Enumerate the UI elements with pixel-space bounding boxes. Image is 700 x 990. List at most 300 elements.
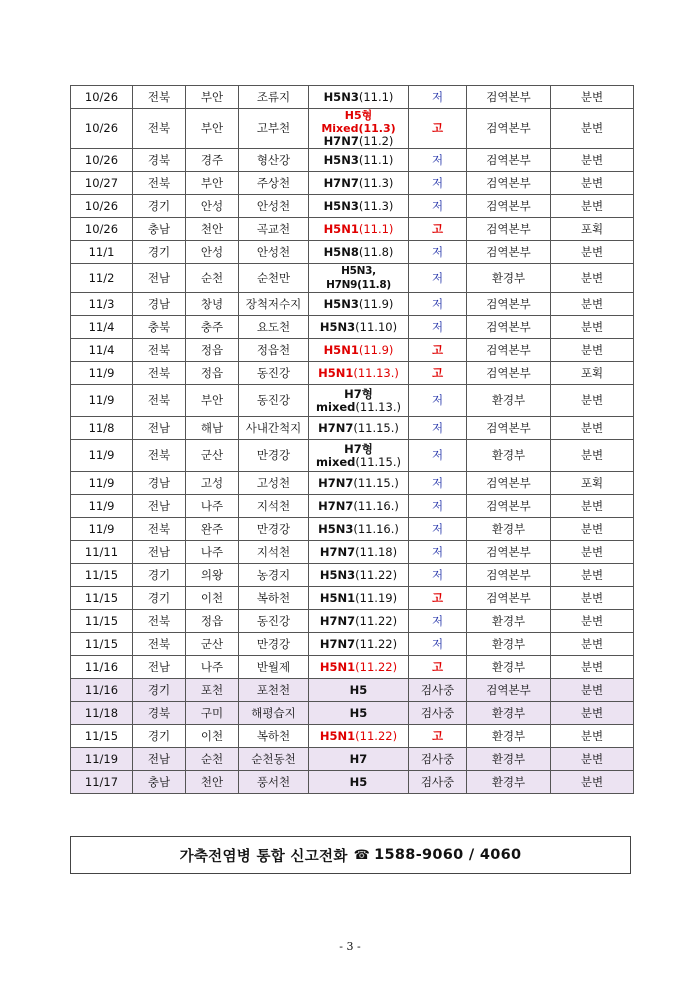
subtype-part: (11.9)	[358, 296, 394, 311]
cell-site-text: 지석천	[256, 498, 291, 513]
cell-site	[239, 417, 309, 440]
cell-sample-type-text: 분변	[580, 567, 604, 582]
cell-risk-grade	[409, 633, 467, 656]
cell-city	[186, 172, 239, 195]
cell-city-text: 포천	[200, 682, 224, 697]
cell-city-text: 천안	[200, 774, 224, 789]
cell-province-text: 전남	[147, 420, 171, 435]
cell-risk-grade	[409, 440, 467, 472]
cell-risk-grade-text: 검사중	[420, 751, 455, 766]
cell-agency	[467, 564, 551, 587]
subtype-part: H5N3	[323, 89, 359, 104]
cell-agency-text: 검역본부	[486, 198, 531, 213]
cell-date	[71, 149, 133, 172]
subtype-part: mixed	[316, 399, 356, 414]
cell-sample-type	[551, 316, 634, 339]
subtype-part: (11.22)	[355, 728, 398, 743]
cell-sample-type-text: 분변	[580, 175, 604, 190]
cell-date	[71, 472, 133, 495]
cell-province	[133, 195, 186, 218]
cell-city	[186, 264, 239, 293]
cell-site-text: 순천동천	[251, 751, 296, 766]
cell-sample-type-text: 분변	[580, 590, 604, 605]
cell-sample-type	[551, 518, 634, 541]
cell-date	[71, 109, 133, 149]
cell-date	[71, 440, 133, 472]
subtype-part: H7형	[344, 441, 373, 456]
cell-sample-type	[551, 679, 634, 702]
cell-risk-grade-text: 저	[431, 448, 444, 462]
cell-agency-text: 검역본부	[486, 121, 531, 135]
cell-city	[186, 725, 239, 748]
cell-subtype	[309, 771, 409, 794]
cell-agency-text: 환경부	[491, 636, 526, 651]
cell-agency-text: 검역본부	[486, 420, 531, 435]
cell-agency-text: 검역본부	[486, 221, 531, 236]
cell-province-text: 전북	[147, 342, 171, 357]
cell-site	[239, 218, 309, 241]
cell-date-text: 11/17	[84, 774, 119, 789]
cell-risk-grade-text: 저	[431, 420, 444, 435]
cell-date-text: 11/9	[88, 365, 115, 380]
subtype-part: (11.15.)	[353, 475, 399, 490]
cell-agency-text: 환경부	[491, 270, 526, 285]
cell-province	[133, 440, 186, 472]
subtype-part: mixed	[316, 454, 356, 469]
cell-site	[239, 518, 309, 541]
cell-province	[133, 339, 186, 362]
cell-date	[71, 172, 133, 195]
cell-agency	[467, 541, 551, 564]
subtype-part: (11.3)	[358, 198, 394, 213]
cell-risk-grade-text: 저	[431, 521, 444, 536]
cell-site	[239, 771, 309, 794]
cell-subtype	[309, 440, 409, 472]
cell-date	[71, 633, 133, 656]
cell-date-text: 10/26	[84, 198, 119, 213]
cell-city-text: 정읍	[200, 613, 224, 628]
cell-city	[186, 564, 239, 587]
subtype-part: H7	[349, 751, 368, 766]
cell-date-text: 10/26	[84, 89, 119, 104]
cell-subtype	[309, 518, 409, 541]
cell-agency	[467, 702, 551, 725]
cell-risk-grade	[409, 472, 467, 495]
cell-agency	[467, 633, 551, 656]
cell-date-text: 11/15	[84, 728, 119, 743]
cell-province	[133, 362, 186, 385]
cell-agency-text: 환경부	[491, 521, 526, 536]
cell-province-text: 경기	[147, 590, 171, 605]
cell-risk-grade-text: 고	[431, 728, 444, 743]
cell-site	[239, 339, 309, 362]
cell-city	[186, 241, 239, 264]
cell-date	[71, 771, 133, 794]
cell-province	[133, 771, 186, 794]
subtype-part: (11.22)	[355, 659, 398, 674]
cell-site	[239, 472, 309, 495]
cell-city	[186, 218, 239, 241]
cell-agency-text: 환경부	[491, 613, 526, 628]
cell-subtype	[309, 293, 409, 316]
cell-agency	[467, 149, 551, 172]
cell-agency-text: 검역본부	[486, 319, 531, 334]
cell-site-text: 요도천	[256, 319, 291, 334]
subtype-part: H7N7	[323, 175, 359, 190]
cell-city	[186, 362, 239, 385]
hotline-box	[70, 836, 631, 874]
cell-risk-grade	[409, 172, 467, 195]
cell-sample-type	[551, 172, 634, 195]
cell-sample-type-text: 분변	[580, 152, 604, 167]
cell-sample-type-text: 분변	[580, 751, 604, 766]
cell-sample-type	[551, 725, 634, 748]
cell-subtype	[309, 725, 409, 748]
cell-site-text: 조류지	[256, 89, 291, 104]
subtype-part: H5N1	[318, 365, 354, 380]
telephone-icon: ☎	[353, 847, 371, 863]
cell-province	[133, 218, 186, 241]
cell-city-text: 순천	[200, 751, 224, 766]
subtype-part: (11.16.)	[353, 498, 399, 513]
subtype-part: H5N1	[323, 221, 359, 236]
cell-site-text: 동진강	[256, 365, 291, 380]
cell-city	[186, 633, 239, 656]
cell-site	[239, 264, 309, 293]
cell-province	[133, 149, 186, 172]
cell-agency	[467, 362, 551, 385]
cell-province	[133, 518, 186, 541]
cell-date-text: 11/9	[88, 448, 115, 462]
cell-risk-grade	[409, 385, 467, 417]
subtype-part: H5N3	[319, 319, 356, 334]
cell-agency-text: 검역본부	[486, 296, 531, 311]
cell-risk-grade-text: 고	[431, 659, 444, 674]
cell-sample-type-text: 분변	[580, 774, 604, 789]
cell-sample-type	[551, 86, 634, 109]
cell-date-text: 11/19	[84, 751, 119, 766]
cell-agency-text: 환경부	[491, 774, 526, 789]
cell-agency-text: 검역본부	[486, 152, 531, 167]
cell-date-text: 11/8	[88, 420, 115, 435]
cell-province-text: 전북	[147, 175, 171, 190]
cell-site-text: 복하천	[256, 590, 291, 605]
cell-city-text: 안성	[200, 198, 224, 213]
cell-date	[71, 587, 133, 610]
cell-province	[133, 293, 186, 316]
cell-date-text: 11/9	[88, 393, 115, 407]
subtype-part: H7N7	[319, 636, 356, 651]
table-row	[71, 610, 634, 633]
cell-sample-type-text: 분변	[580, 121, 604, 135]
cell-risk-grade-text: 고	[431, 342, 444, 357]
cell-risk-grade-text: 저	[431, 498, 444, 513]
cell-city-text: 고성	[200, 475, 224, 490]
cell-agency-text: 검역본부	[486, 567, 531, 582]
subtype-part: (11.18)	[355, 544, 398, 559]
cell-subtype	[309, 633, 409, 656]
cell-agency	[467, 495, 551, 518]
cell-subtype	[309, 339, 409, 362]
cell-site	[239, 564, 309, 587]
cell-agency	[467, 339, 551, 362]
cell-subtype	[309, 86, 409, 109]
cell-date-text: 10/26	[84, 121, 119, 135]
cell-province-text: 경기	[147, 728, 171, 743]
cell-risk-grade	[409, 541, 467, 564]
cell-subtype	[309, 656, 409, 679]
cell-date	[71, 362, 133, 385]
cell-risk-grade-text: 고	[431, 221, 444, 236]
cell-city	[186, 679, 239, 702]
table-row	[71, 172, 634, 195]
cell-risk-grade	[409, 218, 467, 241]
subtype-part: (11.15.)	[355, 454, 401, 469]
cell-site-text: 안성천	[256, 244, 291, 259]
cell-sample-type	[551, 587, 634, 610]
cell-site-text: 동진강	[256, 393, 291, 407]
cell-province	[133, 702, 186, 725]
cell-sample-type-text: 포획	[580, 365, 604, 380]
table-row	[71, 149, 634, 172]
cell-city	[186, 771, 239, 794]
cell-site	[239, 293, 309, 316]
cell-date-text: 11/9	[88, 521, 115, 536]
cell-province-text: 경기	[147, 567, 171, 582]
cell-date-text: 11/9	[88, 498, 115, 513]
cell-date	[71, 195, 133, 218]
cell-province-text: 경남	[147, 475, 171, 490]
cell-risk-grade-text: 저	[431, 319, 444, 334]
cell-site-text: 형산강	[256, 152, 291, 167]
table-row	[71, 518, 634, 541]
cell-agency	[467, 518, 551, 541]
table-row	[71, 472, 634, 495]
cell-agency	[467, 587, 551, 610]
cell-city	[186, 339, 239, 362]
cell-site	[239, 440, 309, 472]
cell-date	[71, 264, 133, 293]
table-row	[71, 771, 634, 794]
cell-city	[186, 86, 239, 109]
cell-sample-type-text: 포획	[580, 475, 604, 490]
cell-city-text: 군산	[200, 448, 224, 462]
cell-date	[71, 702, 133, 725]
subtype-part: H5N3	[318, 521, 354, 536]
cell-subtype	[309, 610, 409, 633]
cell-risk-grade	[409, 339, 467, 362]
cell-subtype	[309, 241, 409, 264]
cell-site-text: 정읍천	[256, 342, 291, 357]
subtype-part: (11.9)	[358, 342, 394, 357]
subtype-part: (11.2)	[358, 134, 394, 148]
cell-subtype	[309, 172, 409, 195]
cell-province-text: 전북	[147, 613, 171, 628]
cell-subtype	[309, 316, 409, 339]
cell-agency-text: 환경부	[491, 705, 526, 720]
cell-date-text: 11/15	[84, 636, 119, 651]
cell-province	[133, 748, 186, 771]
cell-site	[239, 679, 309, 702]
cell-city-text: 이천	[200, 728, 224, 743]
cell-risk-grade-text: 검사중	[420, 774, 455, 789]
subtype-part: H7N7	[319, 544, 356, 559]
cell-province-text: 전남	[147, 544, 171, 559]
cell-city-text: 안성	[200, 244, 224, 259]
cell-sample-type	[551, 362, 634, 385]
cell-subtype	[309, 195, 409, 218]
cell-province	[133, 241, 186, 264]
cell-city-text: 순천	[200, 270, 224, 285]
cell-site	[239, 656, 309, 679]
cell-subtype	[309, 417, 409, 440]
cell-date-text: 11/18	[84, 705, 119, 720]
table-row	[71, 633, 634, 656]
cell-city-text: 부안	[200, 121, 224, 135]
cell-sample-type-text: 분변	[580, 270, 604, 285]
cell-date	[71, 316, 133, 339]
cell-date-text: 10/26	[84, 152, 119, 167]
cell-city-text: 완주	[200, 521, 224, 536]
cell-subtype	[309, 362, 409, 385]
cell-risk-grade-text: 검사중	[420, 705, 455, 720]
subtype-part: H5N1	[319, 659, 356, 674]
cell-site-text: 사내간척지	[245, 420, 302, 435]
subtype-part: (11.3)	[358, 175, 394, 190]
cell-agency-text: 검역본부	[486, 544, 531, 559]
cell-province-text: 전북	[147, 448, 171, 462]
cell-agency	[467, 417, 551, 440]
cell-subtype	[309, 149, 409, 172]
cell-sample-type	[551, 417, 634, 440]
cell-province-text: 전북	[147, 636, 171, 651]
cell-city	[186, 541, 239, 564]
cell-risk-grade	[409, 725, 467, 748]
cell-agency	[467, 656, 551, 679]
cell-risk-grade-text: 고	[431, 121, 444, 135]
cell-site-text: 복하천	[256, 728, 291, 743]
cell-city	[186, 109, 239, 149]
table-row	[71, 241, 634, 264]
cell-subtype	[309, 109, 409, 149]
cell-agency-text: 검역본부	[486, 89, 531, 104]
cell-site	[239, 587, 309, 610]
cell-city-text: 군산	[200, 636, 224, 651]
cell-risk-grade-text: 저	[431, 296, 444, 311]
cell-risk-grade	[409, 679, 467, 702]
cell-risk-grade	[409, 86, 467, 109]
cell-site-text: 만경강	[256, 521, 291, 536]
subtype-part: (11.13.)	[355, 399, 401, 414]
subtype-part: H5N3	[319, 567, 356, 582]
cell-date-text: 11/9	[88, 475, 115, 490]
cell-agency	[467, 385, 551, 417]
cell-sample-type-text: 분변	[580, 498, 604, 513]
cell-risk-grade	[409, 293, 467, 316]
cell-province	[133, 633, 186, 656]
cell-risk-grade	[409, 149, 467, 172]
cell-date-text: 11/15	[84, 567, 119, 582]
cell-site-text: 고성천	[256, 475, 291, 490]
cell-date	[71, 725, 133, 748]
cell-agency	[467, 771, 551, 794]
cell-province	[133, 495, 186, 518]
cell-province-text: 전북	[147, 521, 171, 536]
cell-agency	[467, 109, 551, 149]
table-row	[71, 218, 634, 241]
cell-risk-grade-text: 저	[431, 198, 444, 213]
cell-subtype	[309, 385, 409, 417]
cell-sample-type-text: 분변	[580, 448, 604, 462]
cell-sample-type	[551, 495, 634, 518]
cell-date	[71, 564, 133, 587]
cell-province	[133, 86, 186, 109]
cell-agency-text: 검역본부	[486, 365, 531, 380]
cell-province	[133, 725, 186, 748]
cell-city-text: 나주	[200, 659, 224, 674]
cell-city	[186, 385, 239, 417]
cell-site-text: 만경강	[256, 448, 291, 462]
subtype-part: (11.22)	[355, 567, 398, 582]
cell-date	[71, 86, 133, 109]
cell-city	[186, 656, 239, 679]
cell-risk-grade	[409, 264, 467, 293]
table-row	[71, 264, 634, 293]
cell-risk-grade	[409, 610, 467, 633]
table-row	[71, 417, 634, 440]
cell-site-text: 주상천	[256, 175, 291, 190]
subtype-part: H5N1	[319, 728, 356, 743]
cell-city	[186, 748, 239, 771]
cell-site-text: 농경지	[256, 567, 291, 582]
table-row	[71, 293, 634, 316]
cell-risk-grade	[409, 587, 467, 610]
cell-site	[239, 610, 309, 633]
cell-date	[71, 241, 133, 264]
table-row	[71, 339, 634, 362]
cell-sample-type	[551, 771, 634, 794]
cell-site	[239, 495, 309, 518]
cell-province-text: 경기	[147, 682, 171, 697]
cell-city-text: 정읍	[200, 342, 224, 357]
cell-sample-type-text: 분변	[580, 244, 604, 259]
cell-date	[71, 541, 133, 564]
table-row	[71, 316, 634, 339]
cell-date-text: 11/1	[88, 244, 115, 259]
subtype-part: H5	[349, 705, 368, 720]
cell-date	[71, 417, 133, 440]
cell-sample-type	[551, 610, 634, 633]
cell-agency-text: 검역본부	[486, 342, 531, 357]
page-number: - 3 -	[339, 940, 361, 953]
cell-agency-text: 검역본부	[486, 175, 531, 190]
table-row	[71, 195, 634, 218]
cell-site	[239, 172, 309, 195]
subtype-part: (11.1)	[358, 89, 394, 104]
cell-city-text: 정읍	[200, 365, 224, 380]
cell-risk-grade	[409, 656, 467, 679]
cell-date-text: 11/16	[84, 682, 119, 697]
cell-sample-type	[551, 472, 634, 495]
cell-province-text: 전북	[147, 121, 171, 135]
subtype-part: H5N3	[323, 296, 359, 311]
cell-subtype	[309, 495, 409, 518]
cell-province	[133, 172, 186, 195]
table-row	[71, 385, 634, 417]
cell-province-text: 전북	[147, 89, 171, 104]
subtype-part: H5N1	[323, 342, 359, 357]
cell-agency-text: 검역본부	[486, 244, 531, 259]
